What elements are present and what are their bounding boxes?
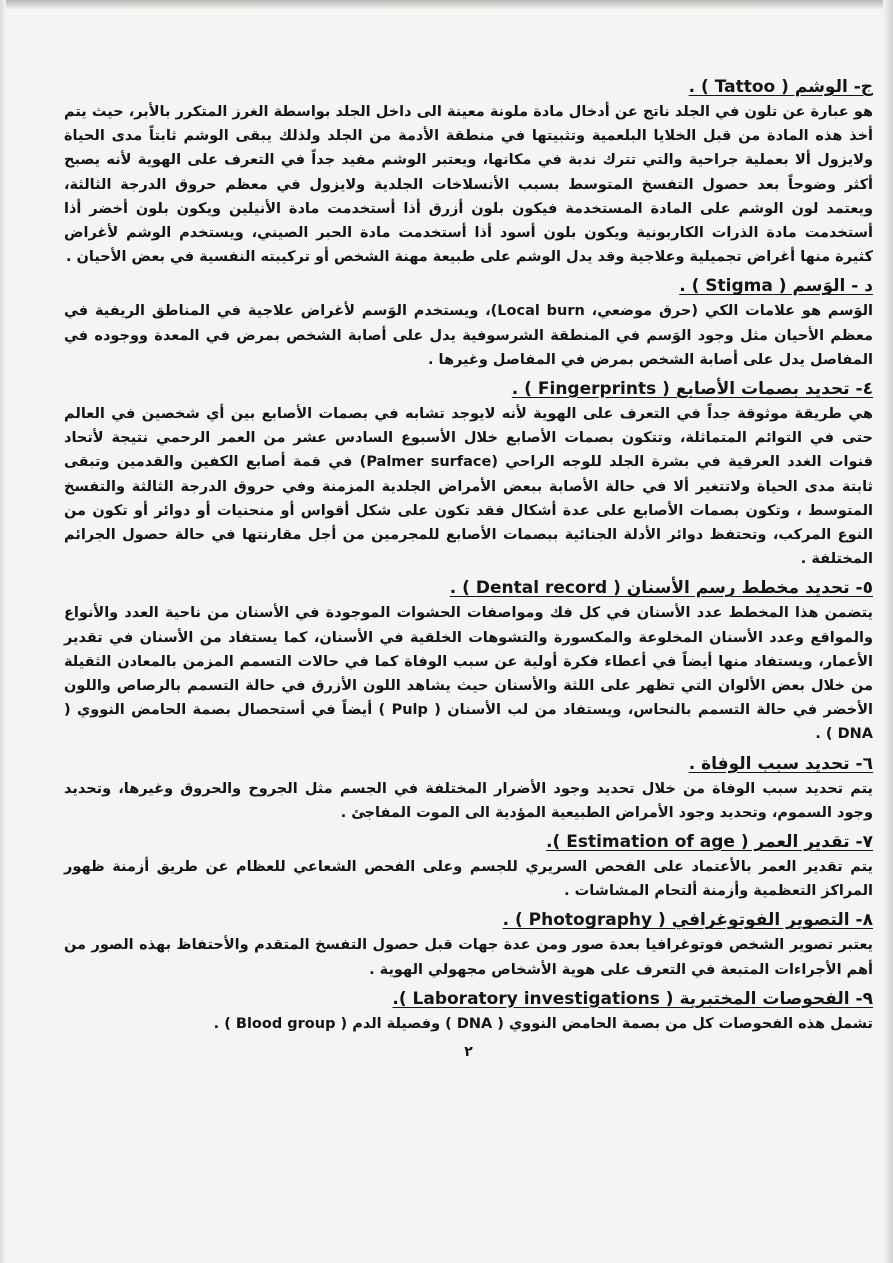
scan-top-edge <box>0 0 893 10</box>
section-heading-laboratory-investigations: ٩- الفحوصات المختبرية ( Laboratory investigations ). <box>392 988 873 1009</box>
section-fingerprints <box>64 376 873 571</box>
section-heading-estimation-of-age: ٧- تقدير العمر ( Estimation of age ). <box>546 832 873 853</box>
section-heading-dental-record: ٥- تحديد مخطط رسم الأسنان ( Dental record ) . <box>449 578 873 599</box>
scan-right-edge <box>883 0 893 1263</box>
section-heading-stigma: د - الوَسم ( Stigma ) . <box>679 276 873 297</box>
scan-left-edge <box>0 0 6 1263</box>
section-body-photography: يعتبر تصوير الشخص فوتوغرافيا بعدة صور ومن عدة جهات قبل حصول التفسخ المتقدم والأحتفاظ بهذه الصور من أهم الأجراءات المتبعة في التعرف على هوية الأشخاص مجهولي الهوية . <box>64 937 873 978</box>
section-heading-fingerprints: ٤- تحديد بصمات الأصابع ( Fingerprints ) . <box>511 379 873 400</box>
section-cause-of-death <box>64 751 873 825</box>
section-body-stigma: الوَسم هو علامات الكي (حرق موضعي، Local burn)، ويستخدم الوَسم لأغراض علاجية في المناطق الريفية في معظم الأحيان مثل وجود الوَسم في المنطقة الشرسوفية يدل على أصابة الشخص بمرض في المعدة ووجوده في المفاصل يدل على أصابة الشخص بمرض في المفاصل وغيرها . <box>64 303 873 368</box>
section-dental-record <box>64 575 873 746</box>
section-heading-tattoo: ج- الوشم ( Tattoo ) . <box>688 77 873 97</box>
section-body-tattoo: هو عبارة عن تلون في الجلد ناتج عن أدخال مادة ملونة معينة الى داخل الجلد بواسطة الغرز المتكرر بالأبر، حيث يتم أخذ هذه المادة من قبل الخلايا البلعمية وتثبيتها في منطقة الأدمة من الجلد ولذلك يبقى الوشم ثابتاً مدى الحياة ولايزول ألا بعملية جراحية والتي تترك ندبة في مكانها، ويعتبر الوشم مفيد جداً في التعرف على الهوية لأنه يصبح أكثر وضوحاً بعد حصول التفسخ المتوسط بسبب الأنسلاخات الجلدية ولايزول في معظم حروق الدرجة الثالثة، ويعتمد لون الوشم على المادة المستخدمة فيكون بلون أزرق أذا أستخدمت مادة الأنيلين ويكون بلون أخضر أذا أستخدمت مادة الذرات الكاربونية ويكون بلون أسود أذا أستخدمت مادة الحبر الصيني، ويستخدم الوشم لأغراض كثيرة منها أغراض تجميلية وعلاجية وقد يدل الوشم على طبيعة مهنة الشخص أو تركيبته النفسية في بعض الأحيان . <box>64 104 873 266</box>
section-body-fingerprints: هي طريقة موثوقة جداً في التعرف على الهوية لأنه لايوجد تشابه في بصمات الأصابع بين أي شخصين في العالم حتى في التوائم المتماثلة، وتتكون بصمات الأصابع خلال الأسبوع السادس عشر من العمر الرحمي نتيجة لأتحاد قنوات الغدد العرقية في بشرة الجلد للوجه الراحي (Palmer surface) في قمة أصابع الكفين والقدمين وتبقى ثابتة مدى الحياة ولاتتغير ألا في حالة الأصابة ببعض الأمراض الجلدية المزمنة وفي حروق الدرجة الثالثة والتفسخ المتوسط ، وتكون بصمات الأصابع على عدة أشكال فقد تكون على شكل أقواس أو منحنيات أو دوائر أو تكون من النوع المركب، وتحتفظ دوائر الأدلة الجنائية ببصمات الأصابع للمجرمين من أجل مقارنتها في حالة حصول الجرائم المختلفة . <box>64 406 873 568</box>
section-heading-cause-of-death: ٦- تحديد سبب الوفاة . <box>688 753 873 774</box>
section-body-estimation-of-age: يتم تقدير العمر بالأعتماد على الفحص السريري للجسم وعلى الفحص الشعاعي للعظام عن طريق أزمنة ظهور المراكز التعظمية وأزمنة ألتحام المشاشات . <box>64 859 873 900</box>
section-heading-photography: ٨- التصوير الفوتوغرافي ( Photography ) . <box>502 910 873 931</box>
section-laboratory-investigations <box>64 986 873 1036</box>
section-tattoo <box>64 74 873 269</box>
section-photography <box>64 907 873 981</box>
section-body-cause-of-death: يتم تحديد سبب الوفاة من خلال تحديد وجود الأضرار المختلفة في الجسم مثل الجروح والحروق وغيرها، وتحديد وجود السموم، وتحديد وجود الأمراض الطبيعية المؤدية الى الموت المفاجئ . <box>64 780 873 821</box>
document-content <box>64 74 873 1060</box>
page-number: ٢ <box>464 1044 473 1061</box>
section-stigma <box>64 273 873 372</box>
section-body-laboratory-investigations: تشمل هذه الفحوصات كل من بصمة الحامض النووي ( DNA ) وفصيلة الدم ( Blood group ) . <box>213 1015 873 1032</box>
section-body-dental-record: يتضمن هذا المخطط عدد الأسنان في كل فك ومواصفات الحشوات الموجودة في الأسنان من ناحية العدد والأنواع والمواقع وعدد الأسنان المخلوعة والمكسورة والتشوهات الخلقية في الأسنان، كما يستفاد من الأسنان في تقدير الأعمار، ويستفاد منها أيضاً في أعطاء فكرة أولية عن سبب الوفاة كما في حالات التسمم المزمن بالمعادن الثقيلة من خلال بعض الألوان التي تظهر على اللثة والأسنان حيث يشاهد اللون الأزرق في حالة التسمم بالرصاص واللون الأخضر في حالة التسمم بالنحاس، ويستفاد من لب الأسنان ( Pulp ) أيضاً في أستحصال بصمة الحامض النووي ( DNA ) . <box>64 605 873 743</box>
section-estimation-of-age <box>64 829 873 903</box>
